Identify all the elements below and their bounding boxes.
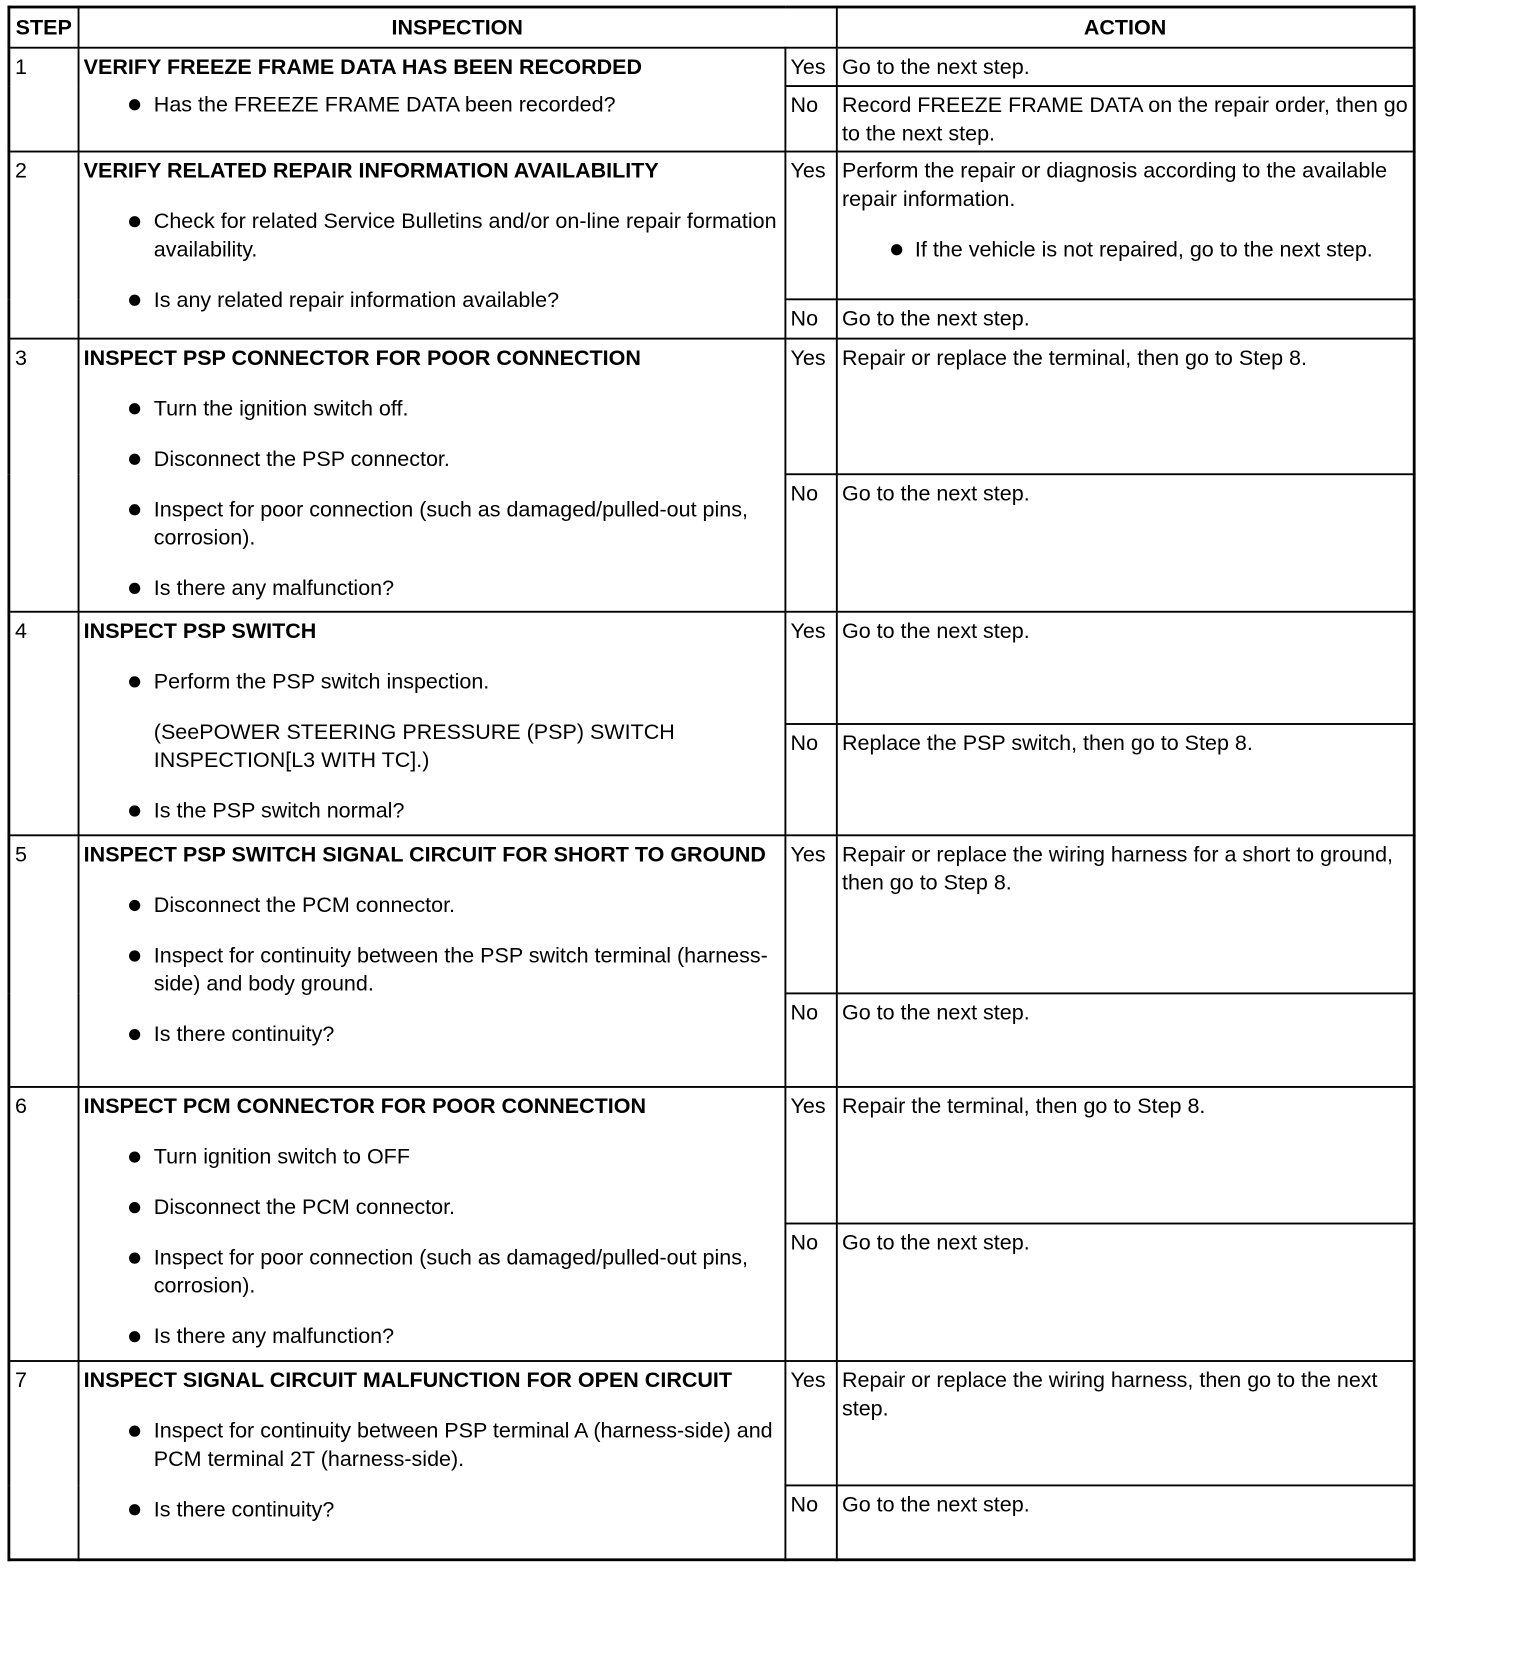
header-row xyxy=(9,7,1414,47)
step-row xyxy=(9,338,1414,474)
inspection-item: Is there any malfunction? xyxy=(84,573,780,601)
yes-action: Repair or replace the wiring harness for a short to ground, then go to Step 8. xyxy=(836,835,1414,993)
step-number: 3 xyxy=(9,338,78,611)
header-step: STEP xyxy=(9,7,78,47)
inspection-item: Inspect for continuity between PSP terminal A (harness-side) and PCM terminal 2T (harness-side). xyxy=(84,1416,780,1472)
no-action: Go to the next step. xyxy=(836,1223,1414,1361)
step-number: 1 xyxy=(9,47,78,151)
inspection-item: Turn the ignition switch off. xyxy=(84,393,780,421)
step-title: INSPECT PSP CONNECTOR FOR POOR CONNECTION xyxy=(83,344,641,370)
no-label: No xyxy=(785,724,836,835)
inspection-item: Is there continuity? xyxy=(84,1494,780,1522)
no-label: No xyxy=(785,86,836,151)
step-row xyxy=(9,611,1414,723)
inspection-item: Check for related Service Bulletins and/or on-line repair formation availability. xyxy=(84,206,780,262)
inspection-item: Is any related repair information available? xyxy=(84,285,780,313)
yes-label: Yes xyxy=(785,47,836,85)
inspection-item: Perform the PSP switch inspection. xyxy=(84,666,780,694)
step-inspection xyxy=(78,47,785,151)
no-action: Record FREEZE FRAME DATA on the repair order, then go to the next step. xyxy=(836,86,1414,151)
no-label: No xyxy=(785,1223,836,1361)
yes-label: Yes xyxy=(785,151,836,299)
yes-action: Repair or replace the wiring harness, then go to the next step. xyxy=(836,1361,1414,1485)
no-action: Go to the next step. xyxy=(836,1485,1414,1560)
inspection-item: Disconnect the PSP connector. xyxy=(84,444,780,472)
step-inspection xyxy=(78,338,785,611)
yes-label: Yes xyxy=(785,1086,836,1223)
yes-label: Yes xyxy=(785,835,836,993)
step-inspection xyxy=(78,611,785,835)
reference-note: (SeePOWER STEERING PRESSURE (PSP) SWITCH INSPECTION[L3 WITH TC].) xyxy=(153,718,675,772)
yes-action: Go to the next step. xyxy=(836,611,1414,723)
step-row xyxy=(9,835,1414,993)
step-inspection xyxy=(78,151,785,338)
step-number: 7 xyxy=(9,1361,78,1560)
no-label: No xyxy=(785,474,836,612)
step-title: INSPECT SIGNAL CIRCUIT MALFUNCTION FOR OPEN CIRCUIT xyxy=(83,1367,733,1392)
yes-action: Go to the next step. xyxy=(836,47,1414,85)
yes-action: Perform the repair or diagnosis according to the available repair information. xyxy=(841,157,1388,210)
no-label: No xyxy=(785,299,836,338)
yes-label: Yes xyxy=(785,1361,836,1485)
step-inspection xyxy=(78,1086,785,1360)
step-number: 2 xyxy=(9,151,78,338)
yes-action-cell xyxy=(836,151,1414,299)
no-action: Replace the PSP switch, then go to Step 8. xyxy=(836,724,1414,835)
no-action: Go to the next step. xyxy=(836,474,1414,612)
step-number: 4 xyxy=(9,611,78,835)
step-row xyxy=(9,1086,1414,1223)
step-title: INSPECT PSP SWITCH SIGNAL CIRCUIT FOR SHORT TO GROUND xyxy=(83,841,766,866)
inspection-item: Has the FREEZE FRAME DATA been recorded? xyxy=(84,89,780,117)
step-title: VERIFY FREEZE FRAME DATA HAS BEEN RECORDED xyxy=(83,53,643,79)
step-row xyxy=(9,1361,1414,1485)
no-action: Go to the next step. xyxy=(836,299,1414,338)
step-row xyxy=(9,47,1414,85)
step-number: 5 xyxy=(9,835,78,1087)
yes-action: Repair or replace the terminal, then go to Step 8. xyxy=(836,338,1414,474)
step-inspection xyxy=(78,1361,785,1560)
yes-label: Yes xyxy=(785,338,836,474)
header-inspection: INSPECTION xyxy=(78,7,836,47)
action-subitem: If the vehicle is not repaired, go to the next step. xyxy=(842,234,1408,262)
no-label: No xyxy=(785,993,836,1087)
inspection-item: Is the PSP switch normal? xyxy=(84,796,780,824)
step-number: 6 xyxy=(9,1086,78,1360)
no-action: Go to the next step. xyxy=(836,993,1414,1087)
step-title: VERIFY RELATED REPAIR INFORMATION AVAILABILITY xyxy=(83,157,659,182)
step-inspection xyxy=(78,835,785,1087)
header-action: ACTION xyxy=(836,7,1414,47)
inspection-item: Inspect for continuity between the PSP switch terminal (harness-side) and body ground. xyxy=(84,941,780,997)
step-row xyxy=(9,151,1414,299)
inspection-item: Inspect for poor connection (such as damaged/pulled-out pins, corrosion). xyxy=(84,1243,780,1299)
inspection-item: Is there continuity? xyxy=(84,1019,780,1047)
step-title: INSPECT PCM CONNECTOR FOR POOR CONNECTION xyxy=(83,1093,647,1118)
inspection-item: Turn ignition switch to OFF xyxy=(84,1142,780,1170)
yes-action: Repair the terminal, then go to Step 8. xyxy=(836,1086,1414,1223)
inspection-item: Is there any malfunction? xyxy=(84,1321,780,1349)
step-title: INSPECT PSP SWITCH xyxy=(83,617,317,643)
inspection-item: Disconnect the PCM connector. xyxy=(84,1192,780,1220)
diagnostic-table xyxy=(7,6,1415,1562)
no-label: No xyxy=(785,1485,836,1560)
inspection-item: Inspect for poor connection (such as damaged/pulled-out pins, corrosion). xyxy=(84,494,780,550)
inspection-item: Disconnect the PCM connector. xyxy=(84,890,780,918)
yes-label: Yes xyxy=(785,611,836,723)
